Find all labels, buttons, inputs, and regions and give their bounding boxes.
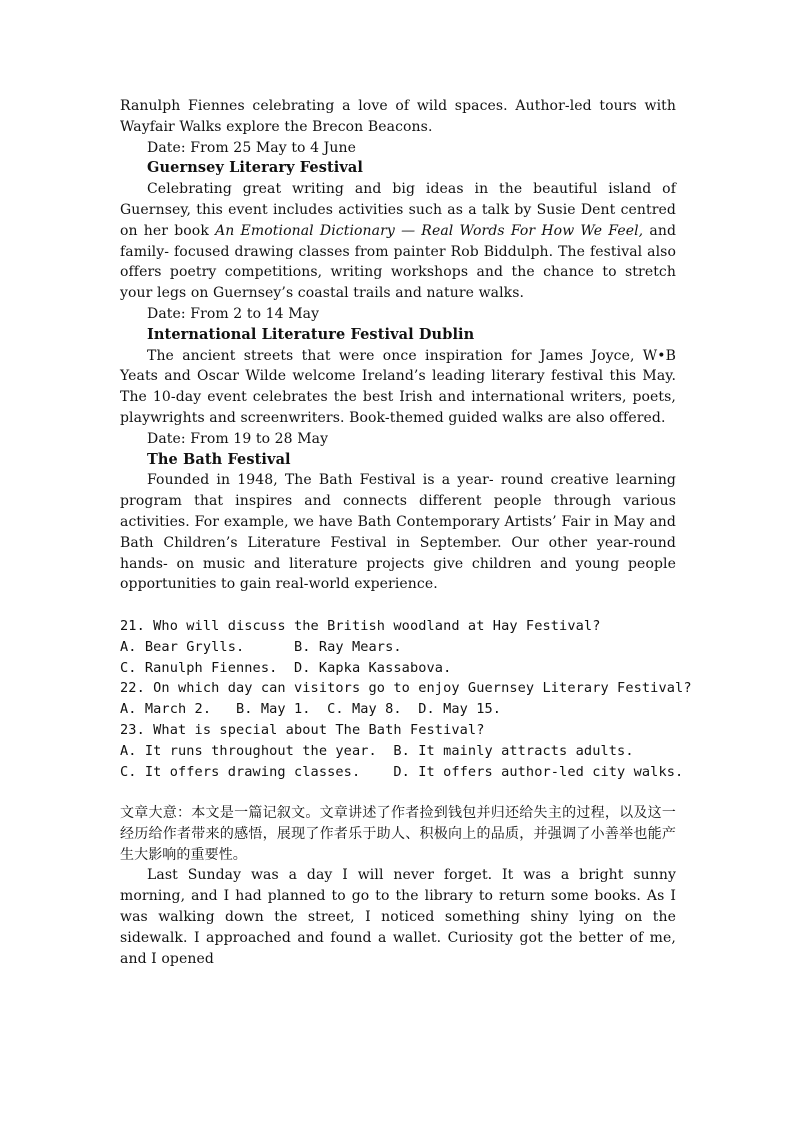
chinese-summary: 文章大意：本文是一篇记叙文。文章讲述了作者捡到钱包并归还给失主的过程，以及这一经历给作者带来的感悟，展现了作者乐于助人、积极向上的品质，并强调了小善举也能产生大影响的重要性。: [120, 805, 676, 863]
question-23-options-1: A. It runs throughout the year. B. It mainly attracts adults.: [120, 742, 634, 759]
bath-text: Founded in 1948, The Bath Festival is a year- round creative learning program that inspires and connects different people through various activities. For example, we have Bath Contemporary Artists’ Fair in May and Bath Children’s Literature Festival in September. Our other year-round hands- on music and literature projects give children and young people opportunities to gain real-world experience.: [120, 472, 676, 593]
hay-date: Date: From 25 May to 4 June: [147, 139, 357, 156]
story-text: Last Sunday was a day I will never forget. It was a bright sunny morning, and I had planned to go to the library to return some books. As I was walking down the street, I noticed something shiny lying on the sidewalk. I approached and found a wallet. Curiosity got the better of me, and I opened: [120, 867, 676, 967]
bath-title: The Bath Festival: [147, 450, 291, 468]
guernsey-book-title: An Emotional Dictionary — Real Words For How We Feel,: [215, 222, 644, 239]
question-22: 22. On which day can visitors go to enjoy Guernsey Literary Festival?: [120, 680, 692, 697]
dublin-date: Date: From 19 to 28 May: [147, 430, 329, 447]
dublin-title: International Literature Festival Dublin: [147, 325, 475, 343]
dublin-text: The ancient streets that were once inspiration for James Joyce, W•B Yeats and Oscar Wilde welcome Ireland’s leading literary festival this May. The 10-day event celebrates the best Irish and international writers, poets, playwrights and screenwriters. Book-themed guided walks are also offered.: [120, 347, 676, 426]
guernsey-text: [120, 179, 676, 304]
intro-tail: Ranulph Fiennes celebrating a love of wild spaces. Author-led tours with Wayfair Walks explore the Brecon Beacons.: [120, 98, 676, 135]
question-21-options-1: A. Bear Grylls. B. Ray Mears.: [120, 638, 402, 655]
guernsey-date: Date: From 2 to 14 May: [147, 305, 320, 322]
question-21-options-2: C. Ranulph Fiennes. D. Kapka Kassabova.: [120, 659, 452, 676]
question-21: 21. Who will discuss the British woodland at Hay Festival?: [120, 617, 601, 634]
spacer: [120, 595, 676, 616]
guernsey-title: Guernsey Literary Festival: [147, 159, 363, 177]
spacer: [120, 782, 676, 803]
guernsey-text-after: and family- focused drawing classes from painter Rob Biddulph. The festival also offers poetry competitions, writing workshops and the chance to stretch your legs on Guernsey’s coastal trails and nature walks.: [120, 222, 676, 302]
question-23: 23. What is special about The Bath Festival?: [120, 721, 485, 738]
guernsey-text-before: Celebrating great writing and big ideas in the beautiful island of Guernsey, this event includes activities such as a talk by Susie Dent centred on her book: [120, 181, 676, 239]
document-page: [120, 96, 692, 969]
question-22-options: A. March 2. B. May 1. C. May 8. D. May 15.: [120, 701, 502, 718]
question-23-options-2: C. It offers drawing classes. D. It offers author-led city walks.: [120, 763, 684, 780]
